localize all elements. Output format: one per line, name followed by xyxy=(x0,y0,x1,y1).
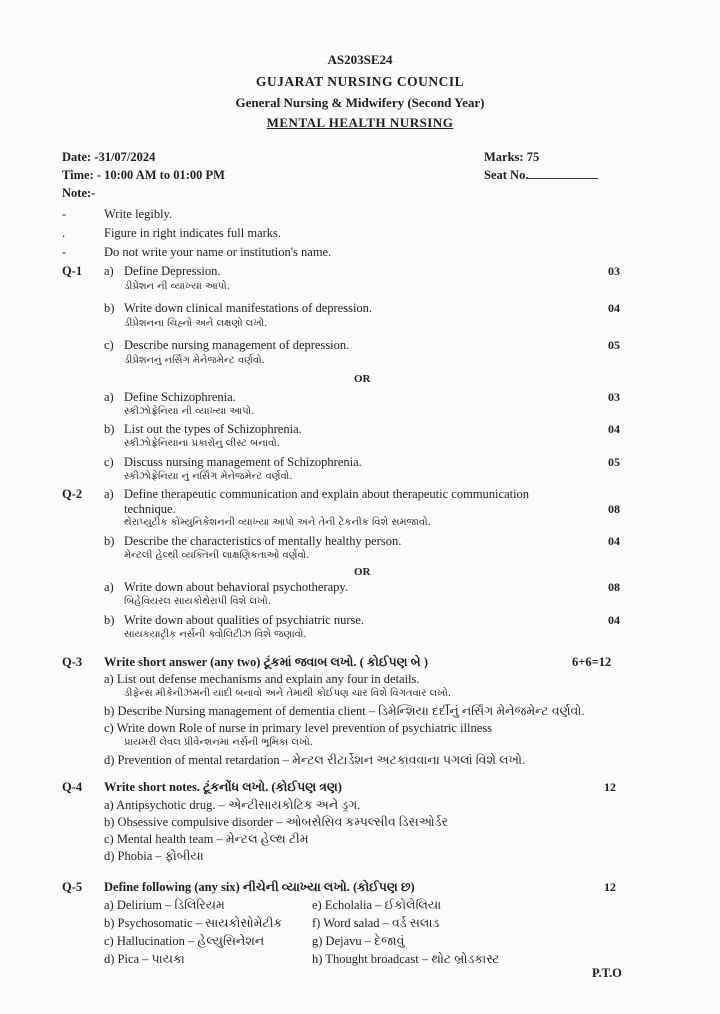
q1c2-gujarati: સ્કીઝોફ્રેનિયા નું નર્સિંગ મેનેજમેન્ટ વર્ણવો. xyxy=(124,471,293,482)
q4-item: d) Phobia – ફોબીયા xyxy=(104,849,204,863)
q2a2-gujarati: બિહેવિયરલ સાયકોથેરાપી વિશે લખો. xyxy=(124,596,271,607)
q1a-text: Define Depression. xyxy=(124,264,221,278)
q2a2-text: Write down about behavioral psychotherapy. xyxy=(124,580,348,594)
or-divider: OR xyxy=(354,373,371,385)
q1c-text: Describe nursing management of depression. xyxy=(124,338,350,352)
q3a-text: a) List out defense mechanisms and explain any four in details. xyxy=(104,672,420,686)
q1c-gujarati: ડીપ્રેશનનું નર્સિંગ મેનેજમેન્ટ વર્ણવો. xyxy=(124,355,265,366)
q4-item: c) Mental health team – મેન્ટલ હેલ્થ ટીમ xyxy=(104,832,309,846)
total-marks: Marks: 75 xyxy=(484,150,540,164)
q3-marks: 6+6=12 xyxy=(572,655,612,669)
q1a2-marks: 03 xyxy=(608,390,620,404)
q2b-gujarati: મેન્ટલી હેલ્થી વ્યક્તિની લાક્ષણિકતાઓ વર્ણવો. xyxy=(124,550,310,561)
q2b2-gujarati: સાયકયાટ્રીક નર્સની ક્વોલિટીઝ વિશે જણાવો. xyxy=(124,629,307,640)
q5-item: g) Dejavu – દેજાવું xyxy=(312,934,405,948)
q3c-gujarati: પ્રાયમરી લેવલ પ્રીવેન્શનમાં નર્સની ભૂમિકા લખો. xyxy=(124,737,313,748)
note-bullet: . xyxy=(62,226,66,240)
q2a-label: a) xyxy=(104,487,114,501)
q1a-marks: 03 xyxy=(608,264,620,278)
note-heading: Note:- xyxy=(62,186,96,200)
q1a-gujarati: ડીપ્રેશન ની વ્યાખ્યા આપો. xyxy=(124,281,230,292)
q3c-text: c) Write down Role of nurse in primary level prevention of psychiatric illness xyxy=(104,721,493,735)
q1b-label: b) xyxy=(104,301,115,315)
q1a-label: a) xyxy=(104,264,114,278)
note-item: Do not write your name or institution's name. xyxy=(104,245,332,259)
q1c-label: c) xyxy=(104,338,114,352)
note-bullet: - xyxy=(62,245,67,259)
q1b-gujarati: ડીપ્રેશનના ચિહ્નો અને લક્ષણો લખો. xyxy=(124,318,268,329)
question-number: Q-1 xyxy=(62,264,83,278)
q4-item: a) Antipsychotic drug. – એન્ટીસાયકોટિક અને ડ્રગ. xyxy=(104,798,361,812)
exam-date: Date: -31/07/2024 xyxy=(62,150,156,164)
q2b-label: b) xyxy=(104,534,115,548)
or-divider: OR xyxy=(354,566,371,578)
q1b2-marks: 04 xyxy=(608,422,620,436)
q1a2-gujarati: સ્કીઝોફ્રેનિયા ની વ્યાખ્યા આપો. xyxy=(124,406,255,417)
seat-number: Seat No. xyxy=(484,168,598,183)
q2a-marks: 08 xyxy=(608,502,620,516)
q1a2-text: Define Schizophrenia. xyxy=(124,390,236,404)
q5-item: h) Thought broadcast – થોટ બ્રોડકાસ્ટ xyxy=(312,952,500,966)
q3d-text: d) Prevention of mental retardation – મેન્ટલ રીટાર્ડેશન અટકાવવાના પગલાં વિશે લખો. xyxy=(104,753,526,767)
q1c2-label: c) xyxy=(104,455,114,469)
q2b-marks: 04 xyxy=(608,534,620,548)
q5-title: Define following (any six) નીચેની વ્યાખ્યા લખો. (કોઈપણ છ) xyxy=(104,880,415,894)
q5-item: a) Delirium – ડિલિરિયમ xyxy=(104,898,225,912)
q2b-text: Describe the characteristics of mentally healthy person. xyxy=(124,534,402,548)
note-item: Write legibly. xyxy=(104,207,173,221)
q5-item: c) Hallucination – હેલ્યુસિનેશન xyxy=(104,934,265,948)
q5-item: d) Pica – પાયકા xyxy=(104,952,185,966)
subject-title: MENTAL HEALTH NURSING xyxy=(266,115,454,130)
q1c2-text: Discuss nursing management of Schizophrenia. xyxy=(124,455,362,469)
q4-marks: 12 xyxy=(604,780,616,794)
q5-item: f) Word salad – વર્ડ સલાડ xyxy=(312,916,440,930)
q2a2-label: a) xyxy=(104,580,114,594)
council-name: GUJARAT NURSING COUNCIL xyxy=(255,74,465,89)
q1b2-text: List out the types of Schizophrenia. xyxy=(124,422,302,436)
q2a2-marks: 08 xyxy=(608,580,620,594)
q3a-gujarati: ડીફેન્સ મીકેનીઝમની યાદી બનાવો અને તેમાંથી કોઈપણ ચાર વિશે વિગતવાર લખો. xyxy=(124,688,452,699)
question-number: Q-5 xyxy=(62,880,83,894)
note-bullet: - xyxy=(62,207,67,221)
note-item: Figure in right indicates full marks. xyxy=(104,226,282,240)
seat-blank xyxy=(528,168,598,179)
q3-title: Write short answer (any two) ટૂંકમાં જવાબ લખો. ( કોઈપણ બે ) xyxy=(104,655,428,669)
q1b2-label: b) xyxy=(104,422,115,436)
q1b-text: Write down clinical manifestations of depression. xyxy=(124,301,373,315)
question-number: Q-4 xyxy=(62,780,83,794)
q5-item: e) Echolalia – ઈકોલેલિયા xyxy=(312,898,442,912)
q2b2-text: Write down about qualities of psychiatric nurse. xyxy=(124,613,365,627)
q2a-gujarati: થેરાપ્યુટીક કોમ્યુનિકેશનની વ્યાખ્યા આપો અને તેની ટેકનીક વિશે સમજાવો. xyxy=(124,517,431,528)
exam-time: Time: - 10:00 AM to 01:00 PM xyxy=(62,168,225,182)
question-number: Q-2 xyxy=(62,487,83,501)
q4-item: b) Obsessive compulsive disorder – ઓબસેસિવ કમ્પલ્સીવ ડિસઓર્ડર xyxy=(104,815,448,829)
q2a-text: Define therapeutic communication and explain about therapeutic communication xyxy=(124,487,530,501)
q5-marks: 12 xyxy=(604,880,616,894)
course-name: General Nursing & Midwifery (Second Year) xyxy=(235,95,485,110)
q3b-text: b) Describe Nursing management of dementia client – ડિમેન્શિયા દર્દીનું નર્સિંગ મેનેજમેન્ટ વર્ણવો. xyxy=(104,704,585,718)
q2b2-label: b) xyxy=(104,613,115,627)
paper-code: AS203SE24 xyxy=(327,52,393,67)
q2b2-marks: 04 xyxy=(608,613,620,627)
q1b2-gujarati: સ્કીઝોફ્રેનિયાના પ્રકારોનું લીસ્ટ બનાવો. xyxy=(124,438,280,449)
q1b-marks: 04 xyxy=(608,301,620,315)
q4-title: Write short notes. ટૂંકનોંધ લખો. (કોઈપણ ત્રણ) xyxy=(104,780,342,794)
q1c2-marks: 05 xyxy=(608,455,620,469)
q1c-marks: 05 xyxy=(608,338,620,352)
question-number: Q-3 xyxy=(62,655,83,669)
q5-item: b) Psychosomatic – સાયકોસોમેટીક xyxy=(104,916,283,930)
q1a2-label: a) xyxy=(104,390,114,404)
pto-label: P.T.O xyxy=(592,966,622,980)
q2a-text-cont: technique. xyxy=(124,502,176,516)
